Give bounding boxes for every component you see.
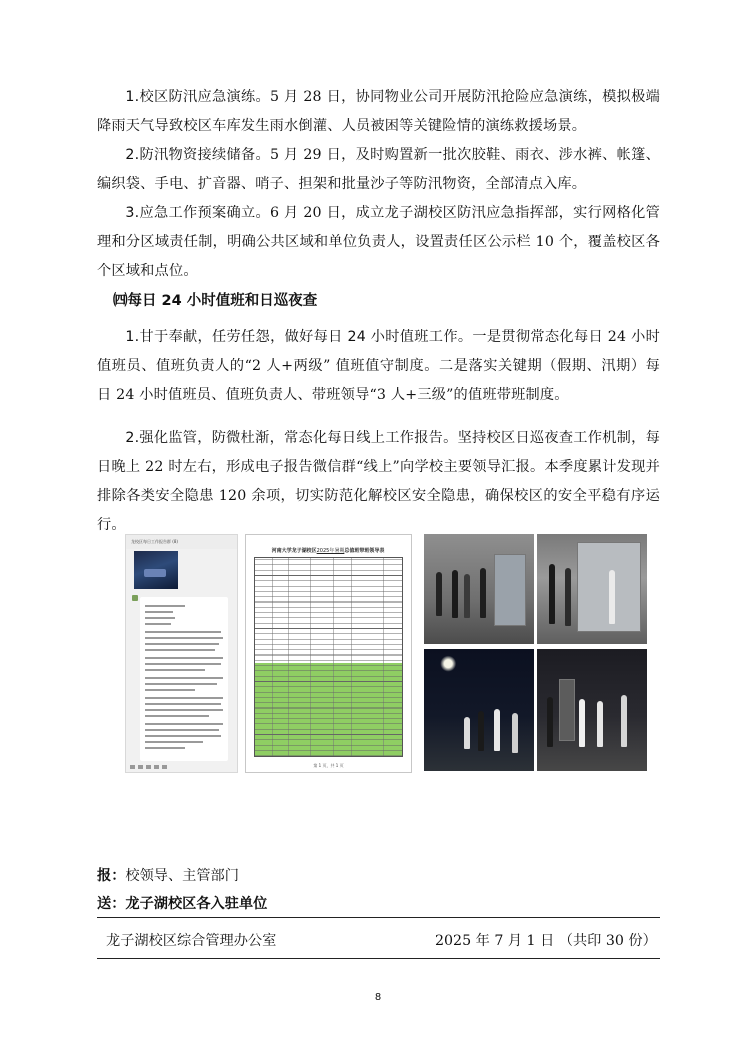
paragraph-body: 一是贯彻常态化每日 24 小时值班员、值班负责人的“2 人+两级” 值班值守制度。二是落实关键期（假期、汛期）每日 24 小时值班员、值班负责人、带班领导“3 人+三级”的值班带班制度。 bbox=[97, 329, 661, 403]
chat-avatar bbox=[132, 595, 138, 601]
footer-rule-bottom bbox=[97, 958, 660, 959]
paragraph-drill bbox=[97, 83, 660, 141]
paragraph-body: 5 月 29 日，及时购置新一批次胶鞋、雨衣、涉水裤、帐篷、编织袋、手电、扩音器、哨子、担架和批量沙子等防汛物资，全部清点入库。 bbox=[97, 147, 660, 192]
inspection-photo-corridor bbox=[424, 534, 534, 644]
footer-rule-top bbox=[97, 917, 660, 918]
paragraph-lead: 3.应急工作预案确立。 bbox=[125, 205, 270, 221]
duty-roster-image bbox=[245, 534, 412, 773]
night-patrol-photo-2 bbox=[537, 649, 647, 771]
section-heading: ㈣每日 24 小时值班和日巡夜查 bbox=[113, 293, 318, 309]
chat-screenshot-image bbox=[125, 534, 238, 773]
paragraph-body: 5 月 28 日，协同物业公司开展防汛抢险应急演练，模拟极端降雨天气导致校区车库发生雨水倒灌、人员被困等关键险情的演练救援场景。 bbox=[97, 89, 660, 134]
issue-date: 2025 年 7 月 1 日 （共印 30 份） bbox=[435, 933, 657, 949]
paragraph-report bbox=[97, 424, 660, 540]
paragraph-supplies bbox=[97, 141, 660, 199]
paragraph-lead: 1.甘于奉献，任劳任怨，做好每日 24 小时值班工作。 bbox=[125, 329, 473, 345]
report-to-line bbox=[97, 866, 239, 886]
paragraph-body: 坚持校区日巡夜查工作机制，每日晚上 22 时左右，形成电子报告微信群“线上”向学校主要领导汇报。本季度累计发现并排除各类安全隐患 120 余项，切实防范化解校区安全隐患，确保校区的安全平稳有序运行。 bbox=[97, 430, 660, 533]
send-to-line bbox=[97, 894, 267, 914]
night-patrol-photo-1 bbox=[424, 649, 534, 771]
paragraph-lead: 2.强化监管，防微杜渐，常态化每日线上工作报告。 bbox=[125, 430, 458, 446]
page-number: 8 bbox=[374, 992, 382, 1003]
chat-toolbar bbox=[130, 765, 170, 769]
report-recipients: 校领导、主管部门 bbox=[125, 868, 239, 884]
send-recipients: 龙子湖校区各入驻单位 bbox=[125, 896, 268, 912]
roster-page-label: 第 1 页，共 1 页 bbox=[313, 763, 344, 768]
paragraph-plan bbox=[97, 199, 660, 286]
paragraph-duty bbox=[97, 323, 660, 410]
report-label: 报： bbox=[97, 868, 126, 884]
paragraph-lead: 1.校区防汛应急演练。 bbox=[125, 89, 270, 105]
roster-title: 河南大学龙子湖校区2025年暑期总值班带班领导表 bbox=[271, 548, 385, 554]
chat-header: 龙校区每日工作报告群 (8) bbox=[126, 535, 237, 549]
roster-table bbox=[254, 557, 403, 757]
inspection-photo-power-room bbox=[537, 534, 647, 644]
issuing-office: 龙子湖校区综合管理办公室 bbox=[106, 933, 277, 949]
chat-message-bubble bbox=[140, 597, 228, 761]
chat-photo-thumbnail bbox=[134, 551, 178, 589]
send-label: 送： bbox=[97, 896, 126, 912]
paragraph-lead: 2.防汛物资接续储备。 bbox=[125, 147, 270, 163]
paragraph-body: 6 月 20 日，成立龙子湖校区防汛应急指挥部，实行网格化管理和分区域责任制，明确公共区域和单位负责人，设置责任区公示栏 10 个，覆盖校区各个区域和点位。 bbox=[97, 205, 660, 279]
